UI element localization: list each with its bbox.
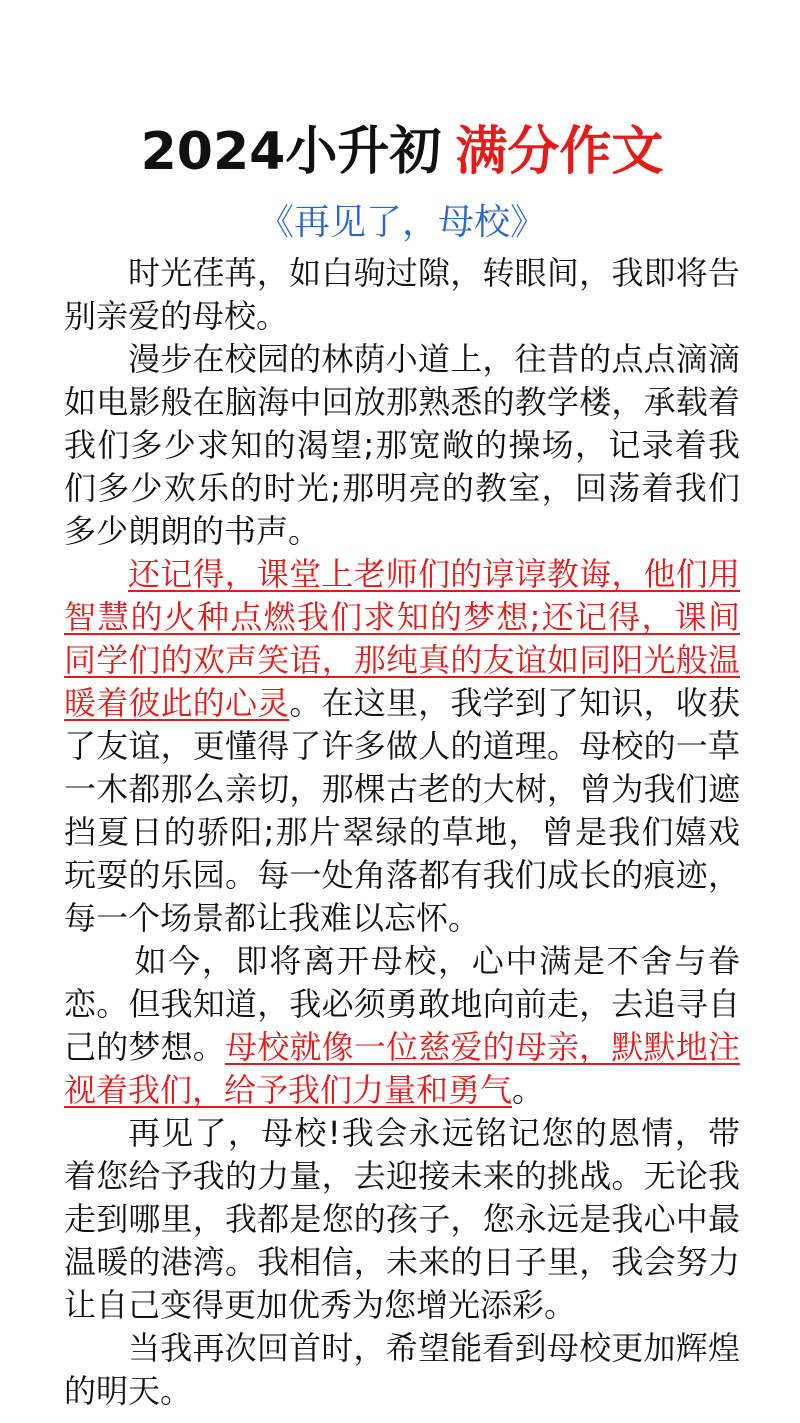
highlighted-sentence: 母校就像一位慈爱的母亲，默默地注视着我们，给予我们力量和勇气 [64, 1028, 740, 1109]
page-headline [64, 112, 740, 192]
highlighted-sentence: 还记得，课堂上老师们的谆谆教诲，他们用智慧的火种点燃我们求知的梦想;还记得，课间同学们的欢声笑语，那纯真的友谊如同阳光般温暖着彼此的心灵 [64, 555, 740, 722]
paragraph-4-end: 。 [512, 1071, 545, 1109]
paragraph-4 [64, 940, 740, 1112]
paragraph-1: 时光荏苒，如白驹过隙，转眼间，我即将告别亲爱的母校。 [64, 254, 740, 335]
paragraph-5: 再见了，母校!我会永远铭记您的恩情，带着您给予我的力量，去迎接未来的挑战。无论我走到哪里，我都是您的孩子，您永远是我心中最温暖的港湾。我相信，未来的日子里，我会努力让自己变得更加优秀为您增光添彩。 [64, 1114, 740, 1324]
headline-full-score: 满分作文 [455, 122, 664, 182]
paragraph-6: 当我再次回首时，希望能看到母校更加辉煌的明天。 [64, 1329, 740, 1410]
essay-title: 《再见了，母校》 [257, 202, 546, 243]
paragraph-2: 漫步在校园的林荫小道上，往昔的点点滴滴如电影般在脑海中回放那熟悉的教学楼，承载着我们多少求知的渴望;那宽敞的操场，记录着我们多少欢乐的时光;那明亮的教室，回荡着我们多少朗朗的书声。 [64, 340, 740, 550]
headline-year-grade: 2024小升初 [140, 122, 442, 182]
paragraph-3 [64, 553, 740, 940]
paragraph-4-start: 如今，即将离开母校，心中满是不舍与眷恋。但我知道，我必须勇敢地向前走，去追寻自己的梦想。 [64, 942, 740, 1066]
essay-body [64, 252, 740, 1413]
paragraph-3-rest: 。在这里，我学到了知识，收获了友谊，更懂得了许多做人的道理。母校的一草一木都那么亲切，那棵古老的大树，曾为我们遮挡夏日的骄阳;那片翠绿的草地，曾是我们嬉戏玩耍的乐园。每一处角落都有我们成长的痕迹，每一个场景都让我难以忘怀。 [64, 684, 740, 937]
